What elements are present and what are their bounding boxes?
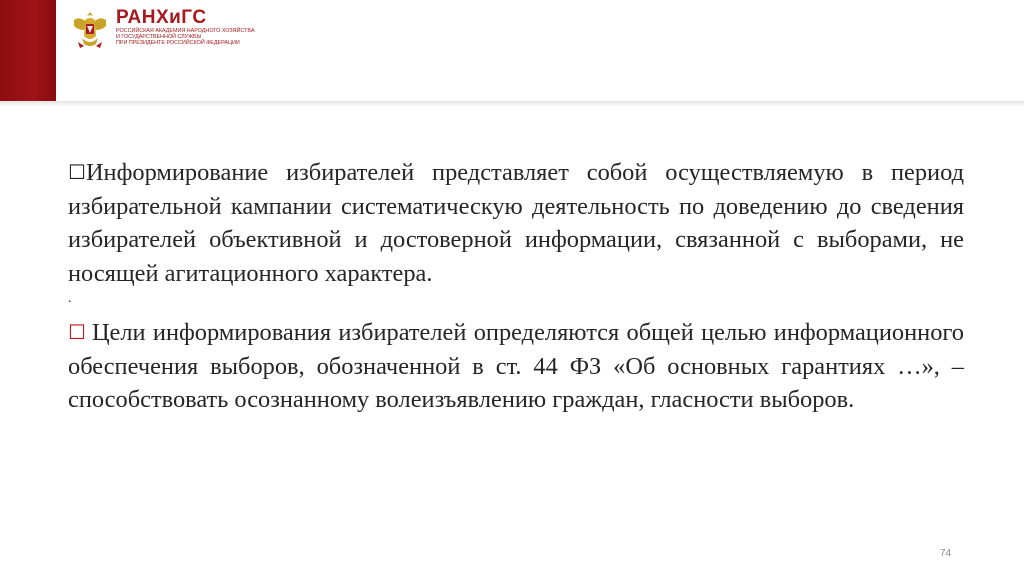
left-red-accent-bar bbox=[0, 0, 56, 101]
eagle-emblem-icon bbox=[70, 8, 110, 50]
paragraph-informing bbox=[68, 156, 964, 290]
header-divider bbox=[0, 101, 1024, 107]
slide-content bbox=[68, 156, 964, 417]
brand-title: РАНХиГС bbox=[116, 7, 207, 28]
checkbox-bullet-icon: ☐ bbox=[68, 320, 86, 344]
brand-subtitle-line2: И ГОСУДАРСТВЕННОЙ СЛУЖБЫ bbox=[116, 34, 202, 40]
paragraph-goals bbox=[68, 316, 964, 417]
brand-block bbox=[116, 8, 254, 46]
separator-dot: . bbox=[68, 291, 72, 306]
brand-subtitle-line1: РОССИЙСКАЯ АКАДЕМИЯ НАРОДНОГО ХОЗЯЙСТВА bbox=[116, 28, 255, 34]
ranepa-logo bbox=[70, 8, 254, 50]
checkbox-bullet-icon: ☐ bbox=[68, 160, 86, 184]
paragraph-informing-text: Информирование избирателей представляет собой осуществляемую в период избирательной кампании систематическую деятельность по доведению до сведения избирателей объективной и достоверной информации, связанной с выборами, не носящей агитационного характера. bbox=[68, 159, 964, 287]
page-number: 74 bbox=[940, 548, 952, 559]
paragraph-goals-text: Цели информирования избирателей определяются общей целью информационного обеспечения выборов, обозначенной в ст. 44 ФЗ «Об основных гарантиях …», – способствовать осознанному волеизъявлению граждан, гласности выборов. bbox=[68, 319, 964, 413]
brand-subtitle-line3: ПРИ ПРЕЗИДЕНТЕ РОССИЙСКОЙ ФЕДЕРАЦИИ bbox=[116, 40, 240, 46]
